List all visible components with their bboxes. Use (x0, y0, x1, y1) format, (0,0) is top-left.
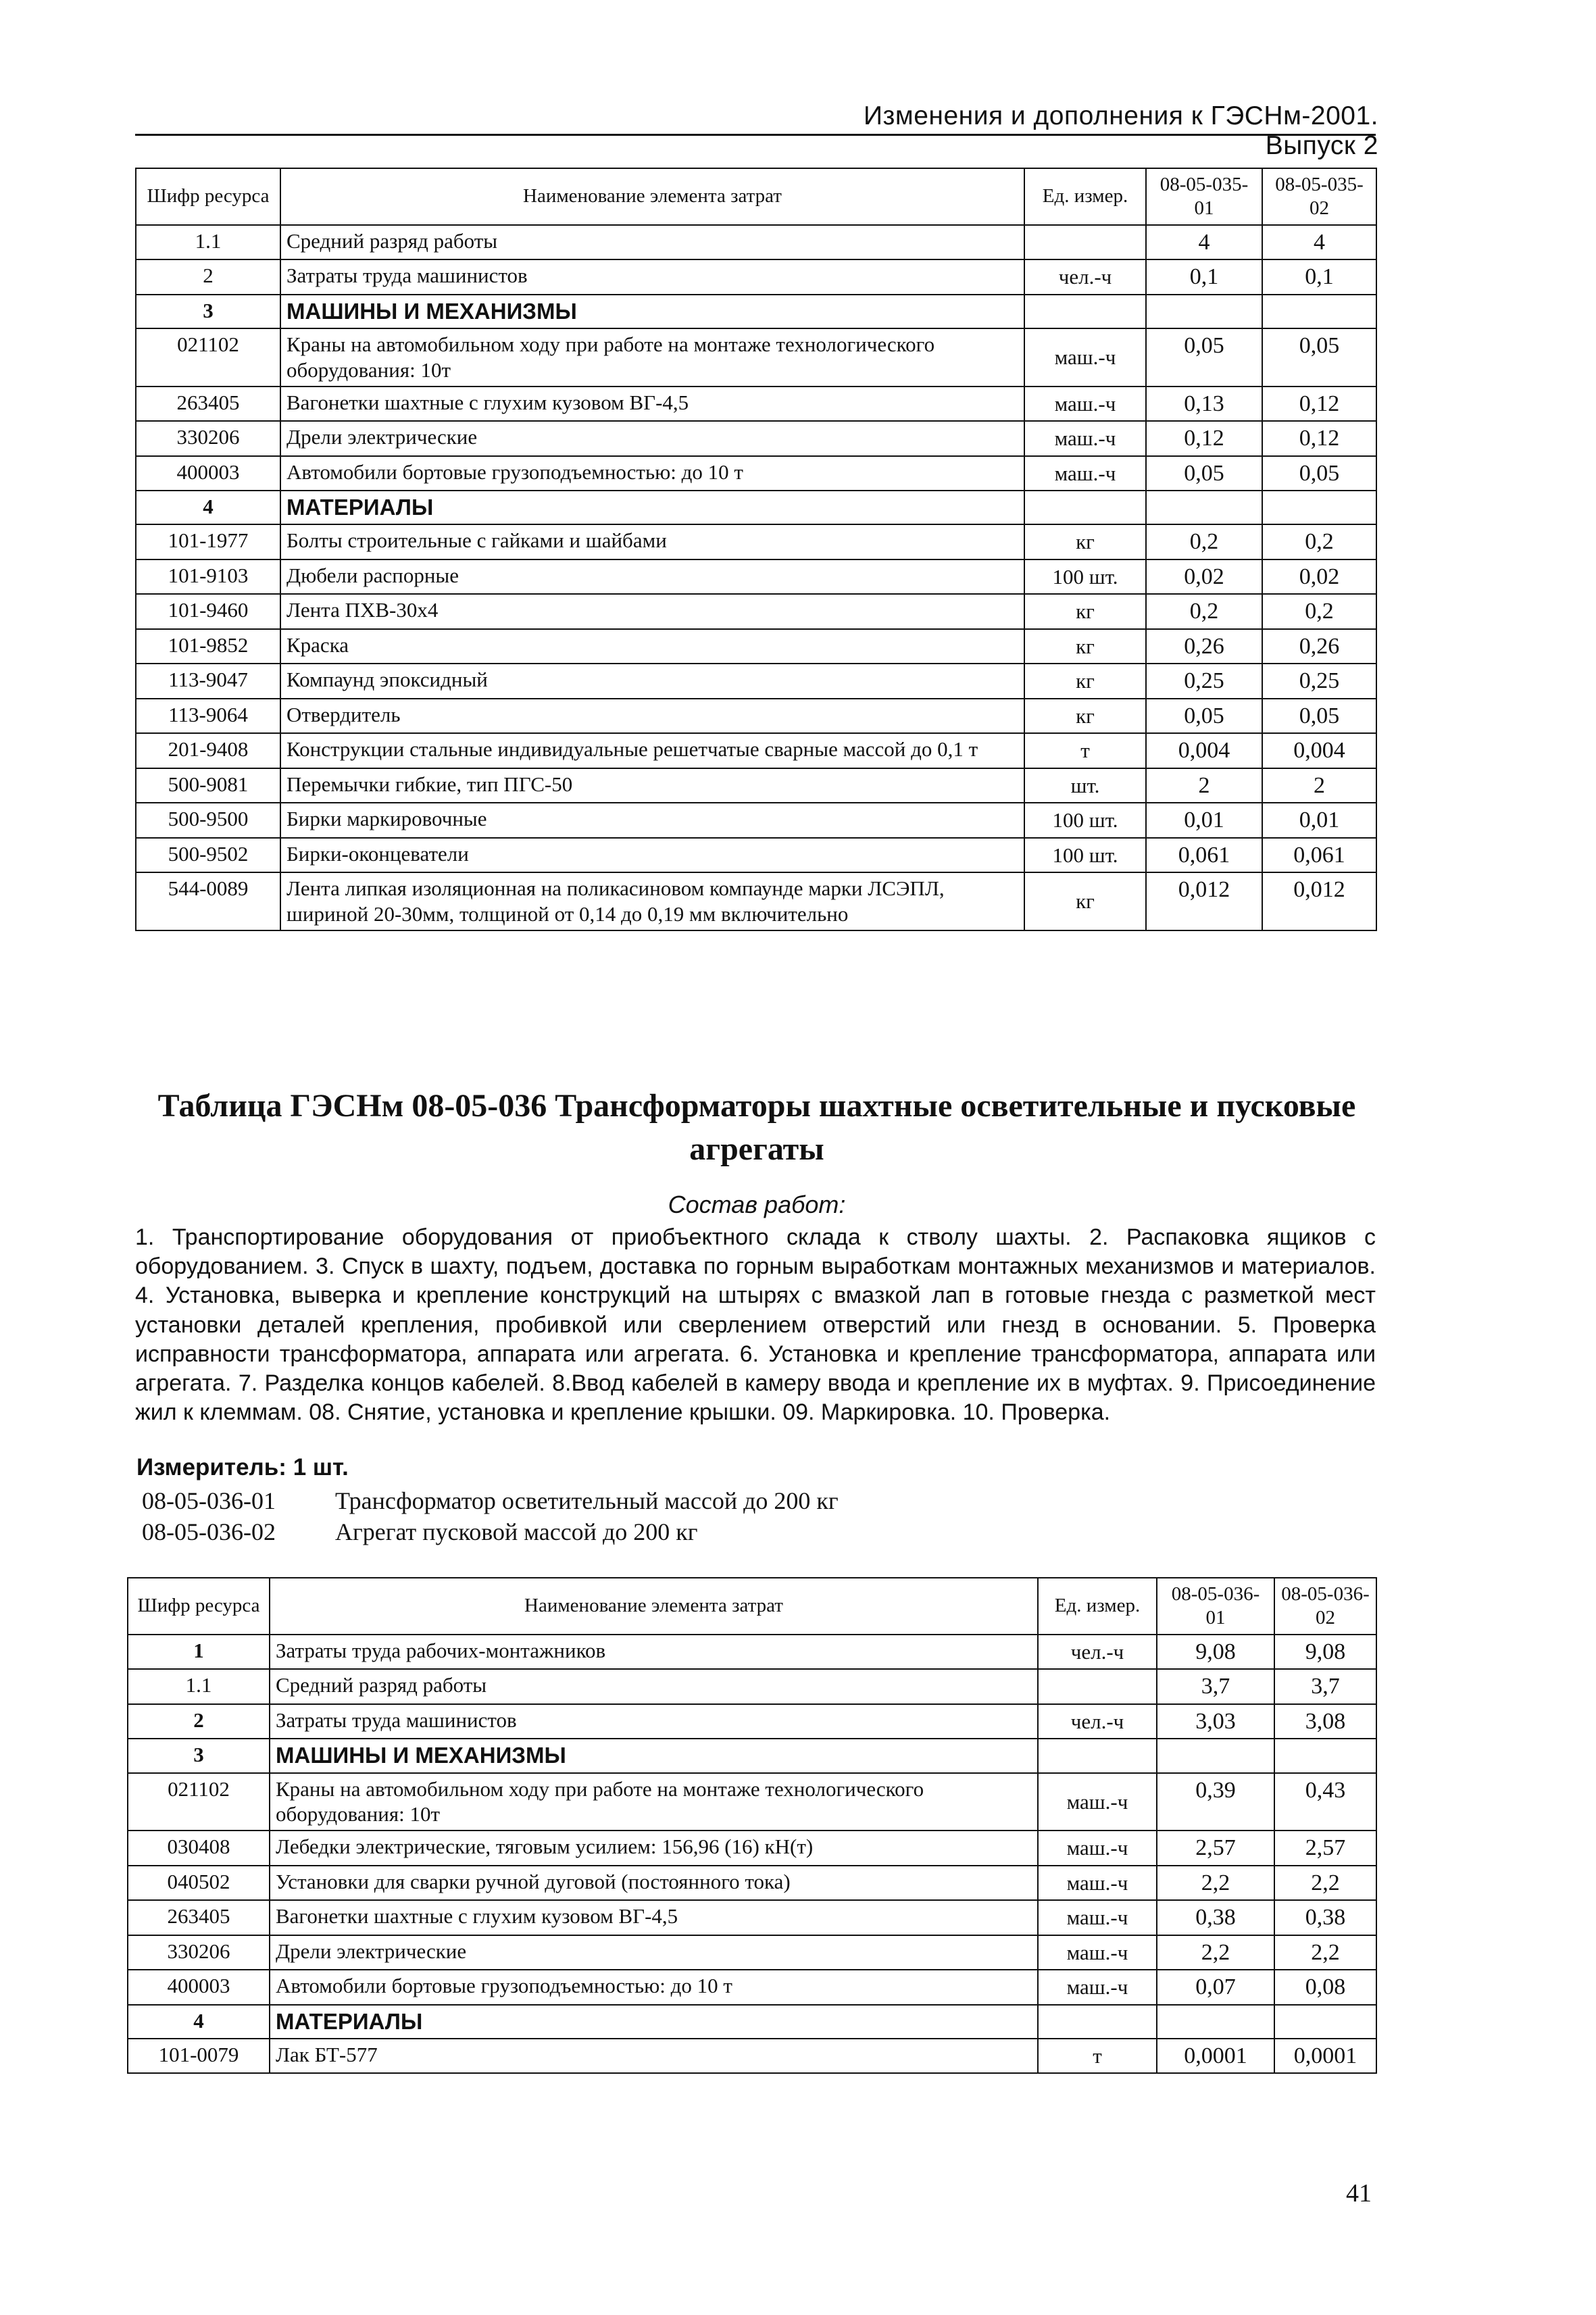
cell-name: МАШИНЫ И МЕХАНИЗМЫ (280, 295, 1024, 328)
cell-name: Бирки-оконцеватели (280, 838, 1024, 872)
variant-text: Агрегат пусковой массой до 200 кг (335, 1518, 698, 1545)
cell-value-2: 0,2 (1262, 524, 1376, 559)
cell-value-1: 0,05 (1146, 699, 1262, 733)
table-row (128, 1935, 1376, 1970)
cell-unit: кг (1024, 872, 1146, 930)
cell-code: 4 (136, 491, 280, 524)
cell-value-2: 0,12 (1262, 387, 1376, 421)
cell-name: Краны на автомобильном ходу при работе на монтаже технологического оборудования: 10т (270, 1773, 1038, 1831)
cell-unit: т (1024, 733, 1146, 768)
cell-code: 2 (128, 1704, 270, 1739)
cell-code: 101-9852 (136, 629, 280, 664)
cell-name: Лак БТ-577 (270, 2039, 1038, 2073)
header-rule (135, 134, 1376, 136)
cell-value-1: 0,38 (1157, 1900, 1274, 1935)
cell-unit: маш.-ч (1038, 1866, 1157, 1900)
cell-unit: маш.-ч (1038, 1900, 1157, 1935)
cell-value-1: 0,2 (1146, 524, 1262, 559)
cell-name: МАТЕРИАЛЫ (280, 491, 1024, 524)
section-row (136, 295, 1376, 328)
cell-value-2: 0,004 (1262, 733, 1376, 768)
cell-value-1: 0,25 (1146, 664, 1262, 698)
cell-value-1 (1157, 2005, 1274, 2039)
cell-unit: кг (1024, 594, 1146, 628)
table-row (136, 387, 1376, 421)
cell-value-1: 0,02 (1146, 559, 1262, 594)
cell-unit: чел.-ч (1024, 259, 1146, 294)
cell-code: 3 (128, 1739, 270, 1772)
cell-name: Дюбели распорные (280, 559, 1024, 594)
section-row (128, 1739, 1376, 1772)
cell-value-1: 2,57 (1157, 1831, 1274, 1865)
cell-unit: чел.-ч (1038, 1635, 1157, 1669)
cell-unit: чел.-ч (1038, 1704, 1157, 1739)
cell-name: Компаунд эпоксидный (280, 664, 1024, 698)
cell-value-2: 9,08 (1274, 1635, 1376, 1669)
header-name: Наименование элемента затрат (280, 168, 1024, 225)
cell-value-2: 0,01 (1262, 803, 1376, 837)
cell-name: МАТЕРИАЛЫ (270, 2005, 1038, 2039)
cell-value-1 (1157, 1739, 1274, 1772)
cell-code: 101-9460 (136, 594, 280, 628)
cell-code: 030408 (128, 1831, 270, 1865)
cell-unit: т (1038, 2039, 1157, 2073)
section-row (136, 491, 1376, 524)
cell-value-1: 0,07 (1157, 1970, 1274, 2004)
cell-name: Затраты труда машинистов (280, 259, 1024, 294)
cell-name: Бирки маркировочные (280, 803, 1024, 837)
cell-value-1: 0,05 (1146, 456, 1262, 491)
cell-name: Дрели электрические (280, 421, 1024, 455)
cell-code: 101-0079 (128, 2039, 270, 2073)
header-col1: 08-05-036-01 (1157, 1578, 1274, 1635)
cell-unit (1038, 1739, 1157, 1772)
cell-code: 113-9047 (136, 664, 280, 698)
table-row (136, 456, 1376, 491)
table-row (128, 1866, 1376, 1900)
cell-name: Средний разряд работы (280, 225, 1024, 259)
running-header: Изменения и дополнения к ГЭСНм-2001. Выпуск 2 (864, 101, 1378, 160)
cell-value-2: 0,061 (1262, 838, 1376, 872)
table-row (136, 594, 1376, 628)
table-row (136, 225, 1376, 259)
cell-code: 1.1 (136, 225, 280, 259)
variant-line (142, 1487, 839, 1515)
cell-value-1: 2 (1146, 768, 1262, 803)
cell-value-2: 0,2 (1262, 594, 1376, 628)
cell-value-2: 2,57 (1274, 1831, 1376, 1865)
cell-value-1: 0,39 (1157, 1773, 1274, 1831)
table-row (136, 699, 1376, 733)
table-row (136, 803, 1376, 837)
table-row (136, 629, 1376, 664)
cell-code: 500-9502 (136, 838, 280, 872)
header-col1: 08-05-035-01 (1146, 168, 1262, 225)
cell-code: 500-9500 (136, 803, 280, 837)
cell-value-1: 3,03 (1157, 1704, 1274, 1739)
cell-name: Средний разряд работы (270, 1669, 1038, 1703)
cell-value-2: 2 (1262, 768, 1376, 803)
cell-code: 021102 (128, 1773, 270, 1831)
cell-value-2: 0,43 (1274, 1773, 1376, 1831)
cell-value-1: 9,08 (1157, 1635, 1274, 1669)
cell-unit: кг (1024, 699, 1146, 733)
cell-name: Отвердитель (280, 699, 1024, 733)
cell-code: 101-1977 (136, 524, 280, 559)
cell-value-1: 0,004 (1146, 733, 1262, 768)
cell-name: Установки для сварки ручной дуговой (постоянного тока) (270, 1866, 1038, 1900)
section-row (128, 2005, 1376, 2039)
cell-code: 400003 (128, 1970, 270, 2004)
table-row (128, 1635, 1376, 1669)
cell-value-2: 0,38 (1274, 1900, 1376, 1935)
cell-value-2: 0,012 (1262, 872, 1376, 930)
cell-unit (1038, 2005, 1157, 2039)
cell-value-1: 0,0001 (1157, 2039, 1274, 2073)
table-row (128, 1669, 1376, 1703)
cell-code: 021102 (136, 328, 280, 387)
cell-name: МАШИНЫ И МЕХАНИЗМЫ (270, 1739, 1038, 1772)
cell-name: Затраты труда рабочих-монтажников (270, 1635, 1038, 1669)
cell-value-2: 0,1 (1262, 259, 1376, 294)
cell-value-2: 0,05 (1262, 456, 1376, 491)
cell-name: Дрели электрические (270, 1935, 1038, 1970)
cell-value-2 (1274, 1739, 1376, 1772)
cell-unit: маш.-ч (1024, 421, 1146, 455)
cell-value-1: 0,13 (1146, 387, 1262, 421)
header-unit: Ед. измер. (1038, 1578, 1157, 1635)
header-unit: Ед. измер. (1024, 168, 1146, 225)
table-row (128, 2039, 1376, 2073)
table-row (128, 1773, 1376, 1831)
cell-unit: кг (1024, 664, 1146, 698)
cell-value-1 (1146, 295, 1262, 328)
cell-name: Автомобили бортовые грузоподъемностью: до 10 т (270, 1970, 1038, 2004)
work-composition-text: 1. Транспортирование оборудования от приобъектного склада к стволу шахты. 2. Распаковка ящиков с оборудованием. 3. Спуск в шахту, подъем, доставка по горным выработкам монтажных механизмов и материалов. 4. Установка, выверка и крепление конструкций на штырях с вмазкой лап в готовые гнезда с разметкой мест установки деталей крепления, пробивкой или сверлением отверстий или гнезд в основании. 5. Проверка исправности трансформатора, аппарата или агрегата. 6. Установка и крепление трансформатора, аппарата или агрегата. 7. Разделка концов кабелей. 8.Ввод кабелей в камеру ввода и крепление их в муфтах. 9. Присоединение жил к клеммам. 08. Снятие, установка и крепление крышки. 09. Маркировка. 10. Проверка. (135, 1224, 1376, 1426)
cell-value-1: 0,05 (1146, 328, 1262, 387)
header-col2: 08-05-036-02 (1274, 1578, 1376, 1635)
cell-value-2: 0,12 (1262, 421, 1376, 455)
cell-unit: маш.-ч (1024, 328, 1146, 387)
table-row (136, 664, 1376, 698)
table-row (136, 328, 1376, 387)
cell-value-1: 0,12 (1146, 421, 1262, 455)
cell-unit: 100 шт. (1024, 803, 1146, 837)
cell-value-2: 4 (1262, 225, 1376, 259)
cell-value-1: 0,1 (1146, 259, 1262, 294)
cell-value-1 (1146, 491, 1262, 524)
meter-value: 1 шт. (293, 1454, 349, 1480)
cell-name: Болты строительные с гайками и шайбами (280, 524, 1024, 559)
work-composition-heading: Состав работ: (668, 1191, 846, 1218)
cell-value-2: 0,08 (1274, 1970, 1376, 2004)
cell-code: 2 (136, 259, 280, 294)
table-body (128, 1635, 1376, 2073)
meter-line (136, 1454, 349, 1481)
cell-name: Лента ПХВ-30х4 (280, 594, 1024, 628)
table-header-row (128, 1578, 1376, 1635)
cell-unit: маш.-ч (1024, 456, 1146, 491)
cell-unit (1038, 1669, 1157, 1703)
header-name: Наименование элемента затрат (270, 1578, 1038, 1635)
cell-value-2: 2,2 (1274, 1866, 1376, 1900)
cell-code: 040502 (128, 1866, 270, 1900)
cell-name: Краны на автомобильном ходу при работе на монтаже технологического оборудования: 10т (280, 328, 1024, 387)
cell-value-1: 0,012 (1146, 872, 1262, 930)
variant-text: Трансформатор осветительный массой до 200 кг (335, 1487, 839, 1514)
header-code: Шифр ресурса (136, 168, 280, 225)
cell-value-2: 0,02 (1262, 559, 1376, 594)
cell-code: 3 (136, 295, 280, 328)
cell-value-1: 0,061 (1146, 838, 1262, 872)
cell-unit (1024, 295, 1146, 328)
cell-unit: маш.-ч (1038, 1970, 1157, 2004)
cell-unit: 100 шт. (1024, 838, 1146, 872)
cell-value-2 (1262, 491, 1376, 524)
table-row (136, 872, 1376, 930)
variant-code: 08-05-036-02 (142, 1518, 276, 1545)
table-row (136, 768, 1376, 803)
cell-code: 263405 (128, 1900, 270, 1935)
table-row (128, 1970, 1376, 2004)
cell-value-1: 0,26 (1146, 629, 1262, 664)
cell-name: Затраты труда машинистов (270, 1704, 1038, 1739)
cell-code: 330206 (128, 1935, 270, 1970)
cell-value-2: 0,05 (1262, 699, 1376, 733)
page-number: 41 (1346, 2179, 1372, 2208)
cell-code: 544-0089 (136, 872, 280, 930)
cell-code: 113-9064 (136, 699, 280, 733)
table-row (128, 1704, 1376, 1739)
cell-name: Краска (280, 629, 1024, 664)
cell-code: 4 (128, 2005, 270, 2039)
variant-code: 08-05-036-01 (142, 1487, 276, 1514)
header-col2: 08-05-035-02 (1262, 168, 1376, 225)
resource-table-035 (135, 168, 1376, 931)
resource-table-036 (127, 1577, 1376, 2074)
cell-code: 201-9408 (136, 733, 280, 768)
table-row (136, 259, 1376, 294)
cell-code: 101-9103 (136, 559, 280, 594)
cell-unit: 100 шт. (1024, 559, 1146, 594)
cell-code: 400003 (136, 456, 280, 491)
table-row (136, 421, 1376, 455)
table-row (128, 1900, 1376, 1935)
cell-name: Автомобили бортовые грузоподъемностью: до 10 т (280, 456, 1024, 491)
cell-unit: шт. (1024, 768, 1146, 803)
cell-name: Вагонетки шахтные с глухим кузовом ВГ-4,5 (270, 1900, 1038, 1935)
table-row (136, 559, 1376, 594)
cell-name: Вагонетки шахтные с глухим кузовом ВГ-4,5 (280, 387, 1024, 421)
cell-unit (1024, 225, 1146, 259)
meter-label: Измеритель: (136, 1454, 286, 1480)
cell-value-2 (1262, 295, 1376, 328)
cell-name: Конструкции стальные индивидуальные решетчатые сварные массой до 0,1 т (280, 733, 1024, 768)
table-body (136, 225, 1376, 930)
table-row (136, 838, 1376, 872)
table-title: Таблица ГЭСНм 08-05-036 Трансформаторы шахтные осветительные и пусковые агрегаты (157, 1088, 1356, 1167)
cell-value-2 (1274, 2005, 1376, 2039)
cell-value-1: 4 (1146, 225, 1262, 259)
header-code: Шифр ресурса (128, 1578, 270, 1635)
cell-value-1: 0,01 (1146, 803, 1262, 837)
cell-value-2: 2,2 (1274, 1935, 1376, 1970)
cell-value-2: 0,26 (1262, 629, 1376, 664)
cell-value-2: 3,08 (1274, 1704, 1376, 1739)
cell-value-2: 0,05 (1262, 328, 1376, 387)
variant-line (142, 1518, 698, 1546)
cell-code: 263405 (136, 387, 280, 421)
table-row (136, 524, 1376, 559)
table-row (136, 733, 1376, 768)
cell-code: 330206 (136, 421, 280, 455)
cell-code: 500-9081 (136, 768, 280, 803)
cell-value-2: 0,25 (1262, 664, 1376, 698)
cell-unit: кг (1024, 524, 1146, 559)
cell-value-1: 2,2 (1157, 1935, 1274, 1970)
cell-unit: кг (1024, 629, 1146, 664)
cell-value-2: 0,0001 (1274, 2039, 1376, 2073)
cell-name: Лента липкая изоляционная на поликасиновом компаунде марки ЛСЭПЛ, шириной 20-30мм, толщиной от 0,14 до 0,19 мм включительно (280, 872, 1024, 930)
cell-value-1: 2,2 (1157, 1866, 1274, 1900)
cell-unit (1024, 491, 1146, 524)
cell-name: Лебедки электрические, тяговым усилием: 156,96 (16) кН(т) (270, 1831, 1038, 1865)
cell-unit: маш.-ч (1038, 1773, 1157, 1831)
cell-code: 1.1 (128, 1669, 270, 1703)
table-row (128, 1831, 1376, 1865)
cell-code: 1 (128, 1635, 270, 1669)
cell-value-1: 0,2 (1146, 594, 1262, 628)
cell-value-1: 3,7 (1157, 1669, 1274, 1703)
cell-value-2: 3,7 (1274, 1669, 1376, 1703)
cell-unit: маш.-ч (1038, 1831, 1157, 1865)
cell-name: Перемычки гибкие, тип ПГС-50 (280, 768, 1024, 803)
table-header-row (136, 168, 1376, 225)
cell-unit: маш.-ч (1038, 1935, 1157, 1970)
cell-unit: маш.-ч (1024, 387, 1146, 421)
